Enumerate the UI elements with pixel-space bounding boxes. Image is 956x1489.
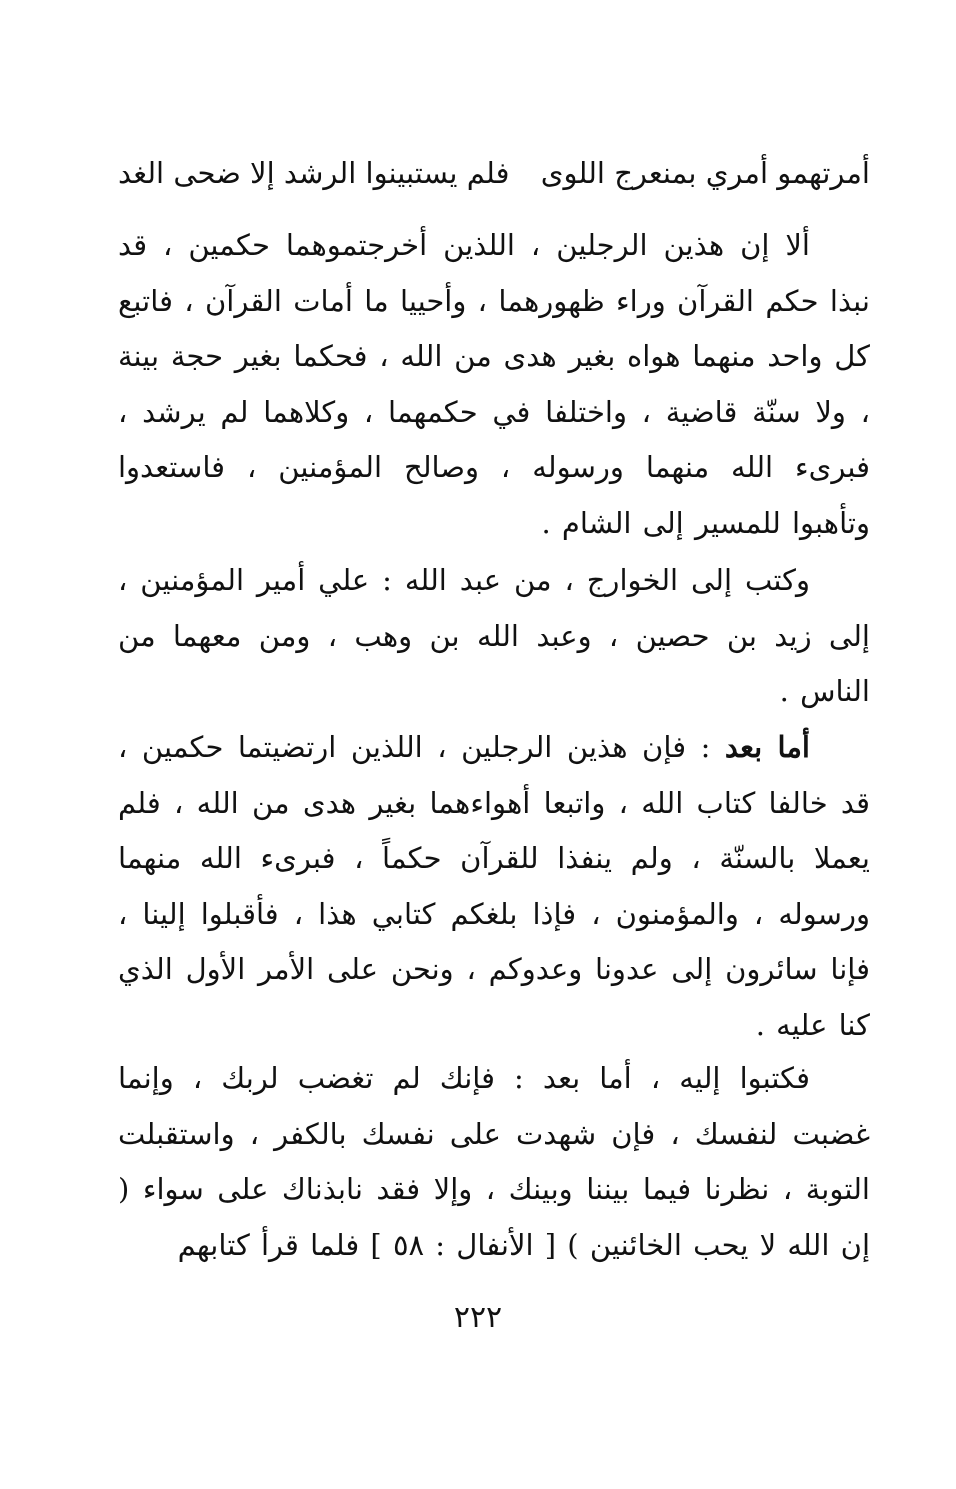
paragraph-text: فكتبوا إليه ، أما بعد : فإنك لم تغضب لربك ، وإنما غضبت لنفسك ، فإن شهدت على نفسك بالكفر ، واستقبلت التوبة ، نظرنا فيما بيننا وبينك ، وإلا فقد نابذناك على سواء ( إن الله لا يحب الخائنين ) [ الأنفال : ٥٨ ] فلما قرأ كتابهم <box>118 1061 870 1262</box>
paragraph-text: وكتب إلى الخوارج ، من عبد الله : علي أمير المؤمنين ، إلى زيد بن حصين ، وعبد الله بن وهب ، ومن معهما من الناس . <box>118 563 870 708</box>
page-number: ٢٢٢ <box>453 1300 503 1335</box>
poetry-verse <box>118 148 870 198</box>
paragraph-lead: أما بعد <box>724 730 810 764</box>
paragraph-text: : فإن هذين الرجلين ، اللذين ارتضيتما حكمين ، قد خالفا كتاب الله ، واتبعا أهواءهما بغير هدى من الله ، فلم يعملا بالسنّة ، ولم ينفذا للقرآن حكماً ، فبرىء الله منهما ورسوله ، والمؤمنون ، فإذا بلغكم كتابي هذا ، فأقبلوا إلينا ، فإنا سائرون إلى عدونا وعدوكم ، ونحن على الأمر الأول الذي كنا عليه . <box>118 730 870 1042</box>
verse-second-hemistich: فلم يستبينوا الرشد إلا ضحى الغد <box>118 156 510 190</box>
paragraph-letter-heading <box>118 553 870 720</box>
verse-first-hemistich: أمرتهمو أمري بمنعرج اللوى <box>540 156 870 190</box>
paragraph-speech <box>118 218 870 551</box>
paragraph-text: ألا إن هذين الرجلين ، اللذين أخرجتموهما حكمين ، قد نبذا حكم القرآن وراء ظهورهما ، وأحييا ما أمات القرآن ، فاتبع كل واحد منهما هواه بغير هدى من الله ، فحكما بغير حجة بينة ، ولا سنّة قاضية ، واختلفا في حكمهما ، وكلاهما لم يرشد ، فبرىء الله منهما ورسوله ، وصالح المؤمنين ، فاستعدوا وتأهبوا للمسير إلى الشام . <box>118 228 870 540</box>
paragraph-letter-body <box>118 720 870 1053</box>
paragraph-reply <box>118 1051 870 1273</box>
